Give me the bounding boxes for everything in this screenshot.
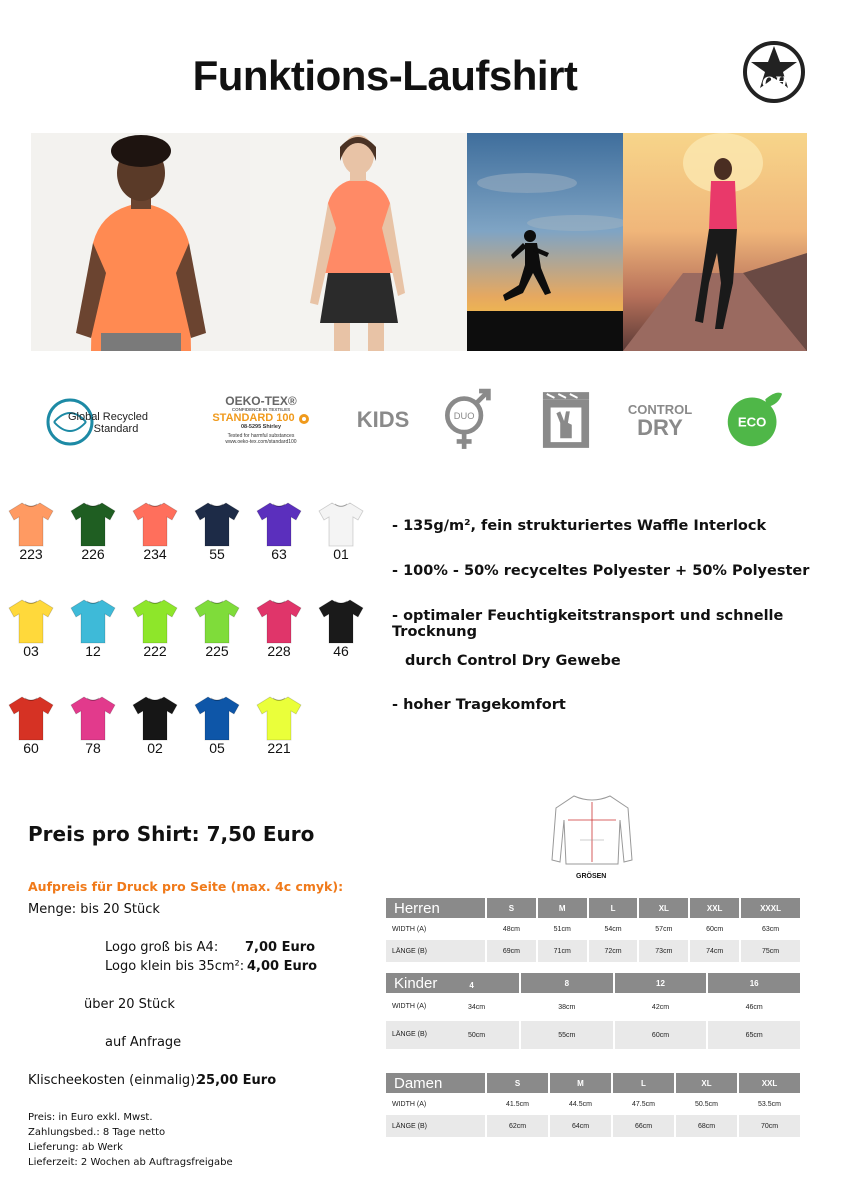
table-cell: 48cm [486, 918, 537, 940]
tshirt-icon [255, 500, 303, 548]
table-cell: 65cm [707, 1021, 801, 1049]
color-swatch [317, 500, 365, 562]
feature-weight: - 135g/m², fein strukturiertes Waffle Interlock [392, 518, 767, 534]
color-code: 221 [267, 740, 291, 756]
table-cell: 68cm [675, 1115, 738, 1137]
size-table-herren [386, 898, 802, 962]
color-swatch [131, 500, 179, 562]
table-cell: 60cm [689, 918, 740, 940]
cliche-label: Klischeekosten (einmalig): [28, 1073, 200, 1088]
note-price: Preis: in Euro exkl. Mwst. [28, 1112, 153, 1123]
table-cell: 50cm [468, 1031, 486, 1039]
table-cell: 75cm [740, 940, 801, 962]
quantity-label: Menge: bis 20 Stück [28, 902, 160, 917]
tshirt-icon [255, 597, 303, 645]
size-col: S [486, 898, 537, 918]
tshirt-icon [7, 694, 55, 742]
color-swatch [193, 500, 241, 562]
size-col: XL [638, 898, 689, 918]
table-row [386, 940, 801, 962]
on-request-label: auf Anfrage [105, 1035, 182, 1050]
color-code: 46 [333, 643, 349, 659]
size-col: L [612, 1073, 675, 1093]
oeko-title: OEKO-TEX® [225, 394, 297, 409]
tshirt-icon [69, 500, 117, 548]
brand-logo [742, 40, 806, 104]
table-row [386, 1093, 801, 1115]
oeko-code: 08-5295 Shirley [240, 423, 282, 430]
table-cell: 41.5cm [486, 1093, 549, 1115]
kinder-title [386, 973, 520, 993]
tshirt-icon [317, 597, 365, 645]
color-swatch [7, 500, 55, 562]
kids-badge [348, 380, 418, 460]
table-cell: 42cm [614, 993, 708, 1021]
color-code: 60 [23, 740, 39, 756]
oeko-sub: CONFIDENCE IN TEXTILES [231, 406, 291, 412]
color-swatch [193, 597, 241, 659]
size-col: XL [675, 1073, 738, 1093]
table-cell: 73cm [638, 940, 689, 962]
table-cell: 71cm [537, 940, 588, 962]
tshirt-icon [193, 694, 241, 742]
table-cell: 47.5cm [612, 1093, 675, 1115]
table-row [386, 1021, 801, 1049]
color-swatch [255, 694, 303, 756]
kinder-header-row [386, 973, 801, 993]
oeko-tex-logo [196, 380, 326, 460]
table-cell: 63cm [740, 918, 801, 940]
color-code: 05 [209, 740, 225, 756]
color-swatch [7, 597, 55, 659]
size-col: XXL [738, 1073, 801, 1093]
hand-care-icon [538, 380, 594, 460]
size-col: M [549, 1073, 612, 1093]
size-table-kinder [386, 973, 802, 1049]
control-label: CONTROL [627, 401, 693, 417]
table-cell: 69cm [486, 940, 537, 962]
table-cell: 55cm [520, 1021, 614, 1049]
feature-moisture-cont: durch Control Dry Gewebe [405, 653, 621, 669]
eco-label: ECO [737, 414, 767, 430]
table-row [386, 918, 801, 940]
row-label: LÄNGE (B) [386, 1115, 486, 1137]
size-col: XXXL [740, 898, 801, 918]
size-col: XXL [689, 898, 740, 918]
color-code: 03 [23, 643, 39, 659]
size-col: 16 [707, 973, 801, 993]
table-cell: 38cm [520, 993, 614, 1021]
table-cell: 64cm [549, 1115, 612, 1137]
size-col: 8 [520, 973, 614, 993]
color-code: 225 [205, 643, 229, 659]
color-code: 222 [143, 643, 167, 659]
svg-text:OH: OH [762, 75, 788, 91]
color-swatch [7, 694, 55, 756]
size-col: L [588, 898, 639, 918]
tshirt-icon [255, 694, 303, 742]
table-row [386, 1115, 801, 1137]
row-label-text: WIDTH (A) [392, 1003, 427, 1011]
shirt-size-diagram [550, 790, 634, 868]
control-dry-badge [620, 380, 700, 460]
color-swatch [193, 694, 241, 756]
row-label [386, 993, 520, 1021]
color-code: 63 [271, 546, 287, 562]
note-delivery: Lieferung: ab Werk [28, 1142, 123, 1153]
tshirt-icon [131, 500, 179, 548]
damen-header-row [386, 1073, 801, 1093]
size-table-damen [386, 1073, 802, 1137]
duo-gender-icon [436, 380, 496, 460]
kinder-title-text: Kinder [394, 974, 438, 992]
color-swatch [255, 500, 303, 562]
color-code: 55 [209, 546, 225, 562]
row-label: WIDTH (A) [386, 918, 486, 940]
feature-comfort: - hoher Tragekomfort [392, 697, 566, 713]
size-col: S [486, 1073, 549, 1093]
row-label: LÄNGE (B) [386, 940, 486, 962]
photo-runner-sunset [467, 133, 623, 351]
tshirt-icon [193, 597, 241, 645]
table-cell: 70cm [738, 1115, 801, 1137]
flower-icon [298, 413, 310, 425]
color-swatch [255, 597, 303, 659]
eco-badge [722, 380, 786, 460]
tshirt-icon [131, 694, 179, 742]
tshirt-icon [193, 500, 241, 548]
table-row [386, 993, 801, 1021]
oeko-standard: STANDARD 100 [212, 411, 295, 424]
color-swatch [131, 694, 179, 756]
row-label-text: LÄNGE (B) [392, 1031, 428, 1039]
page-title: Funktions-Laufshirt [192, 52, 578, 99]
color-swatch [69, 694, 117, 756]
color-swatch [69, 500, 117, 562]
herren-header-row [386, 898, 801, 918]
color-code: 226 [81, 546, 105, 562]
color-code: 01 [333, 546, 349, 562]
price-heading: Preis pro Shirt: 7,50 Euro [28, 822, 315, 846]
feature-material: - 100% - 50% recyceltes Polyester + 50% Polyester [392, 563, 810, 579]
color-swatch [69, 597, 117, 659]
color-code: 78 [85, 740, 101, 756]
logo-large-price: 7,00 Euro [245, 940, 316, 955]
oeko-url: www.oeko-tex.com/standard100 [225, 438, 297, 445]
table-cell: 74cm [689, 940, 740, 962]
note-payment: Zahlungsbed.: 8 Tage netto [28, 1127, 166, 1138]
dry-label: DRY [637, 414, 683, 440]
color-code: 228 [267, 643, 291, 659]
table-cell: 34cm [468, 1003, 486, 1011]
tshirt-icon [317, 500, 365, 548]
tshirt-icon [7, 597, 55, 645]
table-cell: 57cm [638, 918, 689, 940]
oeko-tested: Tested for harmful substances [227, 433, 295, 440]
herren-title: Herren [386, 898, 486, 918]
logo-small-label: Logo klein bis 35cm²: [105, 959, 245, 974]
damen-title: Damen [386, 1073, 486, 1093]
photo-woman-shirt [250, 133, 467, 351]
tshirt-icon [131, 597, 179, 645]
table-cell: 46cm [707, 993, 801, 1021]
table-cell: 72cm [588, 940, 639, 962]
tshirt-icon [7, 500, 55, 548]
photo-runner-path [623, 133, 807, 351]
row-label: WIDTH (A) [386, 1093, 486, 1115]
table-cell: 60cm [614, 1021, 708, 1049]
table-cell: 66cm [612, 1115, 675, 1137]
table-cell: 50.5cm [675, 1093, 738, 1115]
logo-large-label: Logo groß bis A4: [105, 940, 219, 955]
feature-moisture: - optimaler Feuchtigkeitstransport und schnelle Trocknung [392, 608, 784, 640]
kids-label: KIDS [356, 407, 410, 432]
grs-line2: Standard [93, 423, 139, 435]
over-20-label: über 20 Stück [84, 997, 175, 1012]
color-code: 234 [143, 546, 167, 562]
row-label [386, 1021, 520, 1049]
note-delivery-time: Lieferzeit: 2 Wochen ab Auftragsfreigabe [28, 1157, 233, 1168]
cliche-price: 25,00 Euro [197, 1073, 277, 1088]
color-code: 02 [147, 740, 163, 756]
duo-label: DUO [453, 411, 475, 422]
photo-man-shirt [31, 133, 250, 351]
table-cell: 62cm [486, 1115, 549, 1137]
tshirt-icon [69, 597, 117, 645]
color-code: 12 [85, 643, 101, 659]
color-swatch [131, 597, 179, 659]
surcharge-heading: Aufpreis für Druck pro Seite (max. 4c cmyk): [28, 879, 344, 894]
color-code: 223 [19, 546, 43, 562]
terms-notes [28, 1110, 233, 1170]
table-cell: 51cm [537, 918, 588, 940]
logo-small-price: 4,00 Euro [247, 959, 318, 974]
color-swatch [317, 597, 365, 659]
tshirt-icon [69, 694, 117, 742]
table-cell: 44.5cm [549, 1093, 612, 1115]
size-col: 4 [469, 980, 474, 990]
global-recycled-standard-logo [40, 380, 160, 460]
table-cell: 54cm [588, 918, 639, 940]
size-col: 12 [614, 973, 708, 993]
size-chart-caption: GRÖSEN [576, 873, 607, 880]
size-col: M [537, 898, 588, 918]
grs-line1: Global Recycled [67, 411, 149, 423]
table-cell: 53.5cm [738, 1093, 801, 1115]
